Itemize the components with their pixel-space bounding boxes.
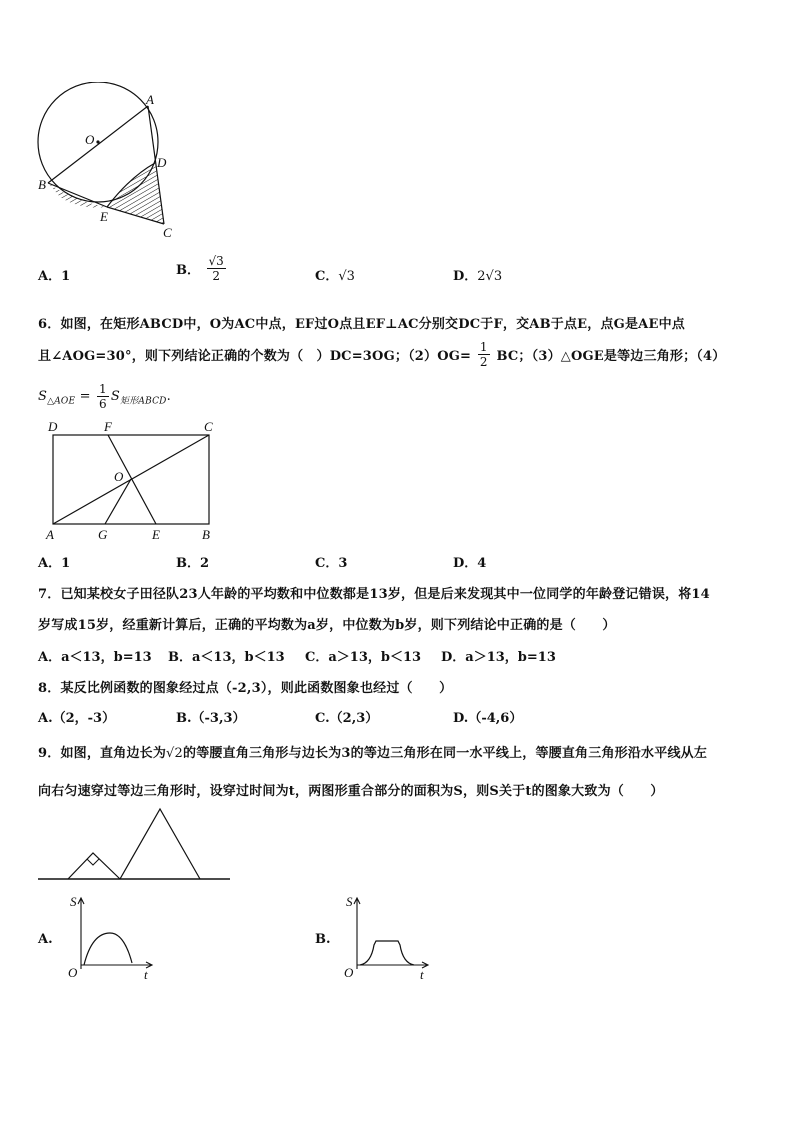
q9-text-line2: 向右匀速穿过等边三角形时，设穿过时间为t，两图形重合部分的面积为S，则S关于t的图象大致为（ ） (38, 784, 664, 799)
q8-option-c[interactable]: C.（2,3） (315, 711, 379, 726)
q6-formula-fraction (97, 382, 109, 411)
q5-label-c: C (163, 225, 172, 240)
q9-right-angle-mark (87, 859, 99, 865)
q5-option-b-numerator: √3 (208, 254, 224, 268)
q6-text-line2-post: BC；（3）△OGE是等边三角形；（4） (496, 349, 726, 364)
q6-fraction-half (478, 340, 490, 369)
q9-b-curve (360, 941, 414, 965)
q6-label-f: F (104, 419, 112, 434)
q6-option-d-letter: D． (453, 556, 478, 571)
q5-option-d[interactable] (453, 265, 502, 284)
q8-text-line1: 8．某反比例函数的图象经过点（-2,3），则此函数图象也经过（ ） (38, 681, 453, 696)
q6-label-b: B (202, 527, 210, 542)
q5-option-d-letter: D． (453, 269, 478, 284)
q6-formula-numerator: 1 (99, 382, 107, 396)
q9-b-label-t: t (420, 967, 424, 982)
q9-text-line1-post: 的等腰直角三角形与边长为3的等边三角形在同一水平线上，等腰直角三角形沿水平线从左 (183, 746, 708, 761)
q7-option-d[interactable]: D．a＞13，b=13 (441, 650, 556, 665)
q6-label-g: G (98, 527, 108, 542)
q9-option-a-graph[interactable] (62, 893, 157, 983)
q6-fraction-denominator: 2 (479, 355, 488, 369)
q9-a-label-s: S (70, 894, 77, 909)
q9-a-label-t: t (144, 967, 148, 982)
q5-option-b-denominator: 2 (212, 269, 220, 283)
q7-option-b[interactable]: B．a＜13，b＜13 (168, 650, 285, 665)
q9-option-b-graph[interactable] (338, 893, 433, 983)
q9-right-triangle (68, 853, 120, 879)
q6-label-a: A (46, 527, 54, 542)
q6-label-c: C (204, 419, 213, 434)
q5-option-c-value: √3 (338, 269, 355, 284)
q7-option-a[interactable]: A．a＜13，b=13 (38, 650, 152, 665)
q5-label-b: B (38, 177, 46, 192)
q5-hatched-region-c (107, 163, 164, 224)
q9-figure (36, 805, 232, 885)
q6-option-b[interactable] (176, 552, 209, 571)
q6-formula-end: . (166, 389, 171, 404)
q5-center-dot (96, 140, 99, 143)
q5-option-a-value: 1 (61, 269, 71, 284)
q5-label-e: E (100, 209, 108, 224)
q9-a-label-o: O (68, 965, 78, 980)
q5-option-b[interactable] (176, 254, 228, 283)
q6-line-og (105, 479, 131, 524)
q6-text-line2-pre: 且∠AOG=30°，则下列结论正确的个数为（ ）DC=3OG；（2）OG= (38, 349, 472, 364)
q5-figure (30, 82, 190, 242)
q6-formula-sub2: 矩形ABCD (120, 396, 167, 407)
q5-label-o: O (85, 132, 95, 147)
q6-option-a[interactable] (38, 552, 70, 571)
q6-text-line1: 6．如图，在矩形ABCD中，O为AC中点，EF过O点且EF⊥AC分别交DC于F，交AB于点E，点G是AE中点 (38, 317, 685, 332)
q5-option-d-value: 2√3 (477, 269, 503, 284)
q6-option-a-value: 1 (61, 556, 71, 571)
q5-option-a[interactable] (38, 265, 70, 284)
q6-option-b-value: 2 (200, 556, 210, 571)
q6-option-c-value: 3 (338, 556, 348, 571)
q7-text-line2: 岁写成15岁，经重新计算后，正确的平均数为a岁，中位数为b岁，则下列结论中正确的是（ ） (38, 618, 616, 633)
q8-option-d[interactable]: D.（-4,6） (453, 711, 523, 726)
q6-label-d: D (48, 419, 58, 434)
q6-text-line2 (38, 340, 725, 369)
q9-equilateral-triangle (120, 809, 200, 879)
q5-option-c[interactable] (315, 265, 355, 284)
q9-sqrt2: √2 (166, 746, 184, 761)
q6-option-d-value: 4 (477, 556, 487, 571)
q9-text-line1-pre: 9．如图，直角边长为 (38, 746, 167, 761)
q6-formula (38, 382, 171, 411)
q5-option-c-letter: C． (315, 269, 339, 284)
q5-option-b-fraction (207, 254, 226, 283)
q8-option-b[interactable]: B.（-3,3） (176, 711, 246, 726)
q6-formula-s1: S (38, 389, 48, 404)
q6-option-b-letter: B． (176, 556, 200, 571)
q5-chord-ab (48, 106, 148, 183)
q6-option-a-letter: A． (38, 556, 62, 571)
q6-option-c-letter: C． (315, 556, 339, 571)
q6-option-c[interactable] (315, 552, 347, 571)
q8-option-a[interactable]: A.（2，-3） (38, 711, 116, 726)
q6-formula-sub1: △AOE (47, 396, 76, 407)
q6-formula-s2: S (110, 389, 120, 404)
q6-figure (38, 418, 228, 546)
q9-b-label-o: O (344, 965, 354, 980)
q5-label-d: D (157, 155, 167, 170)
q9-option-a-letter[interactable]: A. (38, 932, 53, 947)
q6-formula-denominator: 6 (99, 397, 107, 411)
q9-b-label-s: S (346, 894, 353, 909)
q9-a-curve (84, 933, 132, 965)
q6-label-o: O (114, 469, 124, 484)
q7-option-c[interactable]: C．a＞13，b＜13 (305, 650, 422, 665)
q5-option-b-letter: B． (176, 263, 200, 278)
q9-text-line1 (38, 742, 707, 761)
q6-fraction-numerator: 1 (479, 340, 488, 354)
q6-formula-eq: = (75, 389, 96, 404)
q5-label-a: A (146, 92, 154, 107)
q7-text-line1: 7．已知某校女子田径队23人年龄的平均数和中位数都是13岁，但是后来发现其中一位同学的年龄登记错误，将14 (38, 587, 710, 602)
q5-option-a-letter: A． (38, 269, 62, 284)
q6-label-e: E (152, 527, 160, 542)
q6-option-d[interactable] (453, 552, 486, 571)
q9-option-b-letter[interactable]: B. (315, 932, 331, 947)
